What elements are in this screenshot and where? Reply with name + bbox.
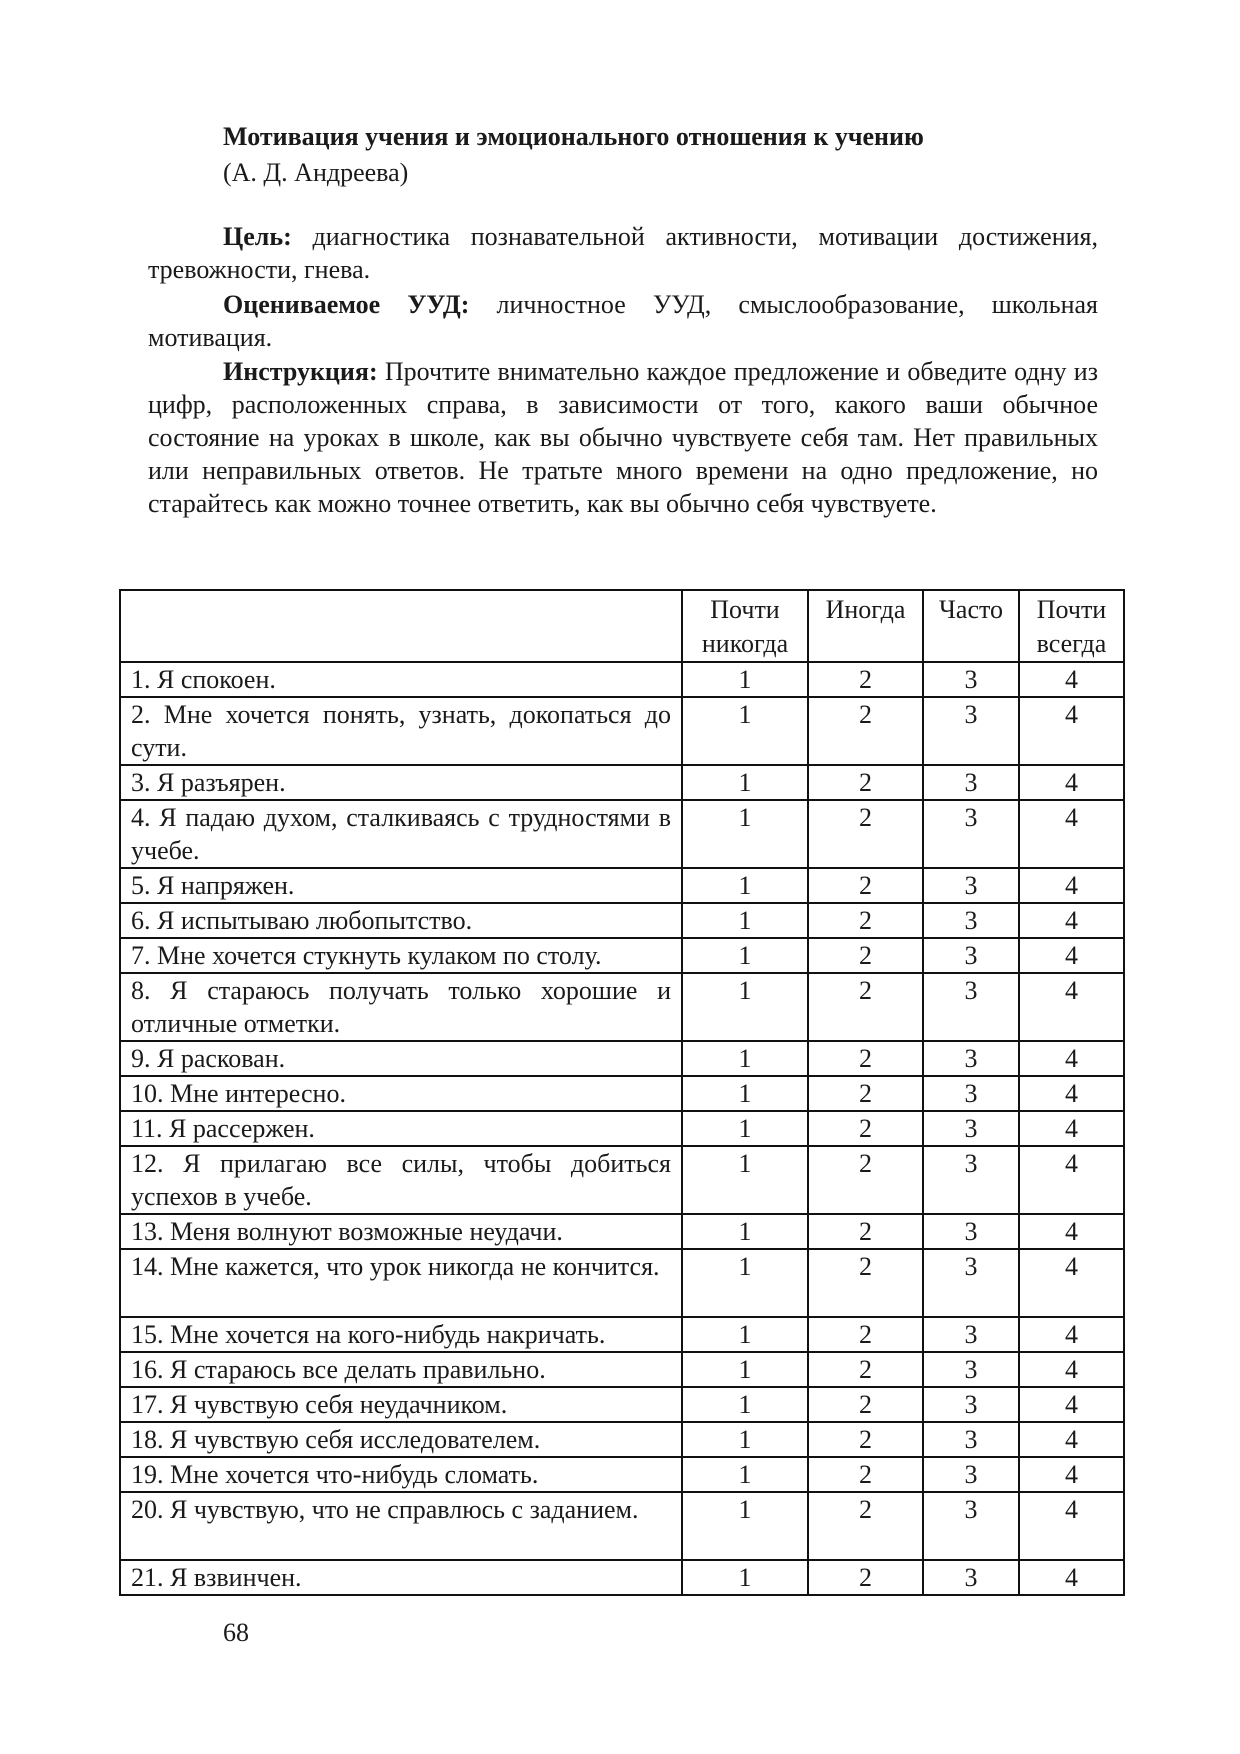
rating-option[interactable]: 3 — [923, 1457, 1019, 1492]
statement-cell: 18. Я чувствую себя исследователем. — [120, 1422, 682, 1457]
rating-option[interactable]: 1 — [682, 800, 808, 868]
rating-option[interactable]: 1 — [682, 662, 808, 697]
table-row — [120, 1146, 1124, 1214]
goal-text: диагностика познавательной активности, мотивации достижения, тревожности, гнева. — [148, 222, 1098, 284]
page-number: 68 — [223, 1618, 249, 1647]
rating-option[interactable]: 1 — [682, 1560, 808, 1595]
rating-option[interactable]: 4 — [1019, 1422, 1124, 1457]
statement-cell: 4. Я падаю духом, сталкиваясь с трудностями в учебе. — [120, 800, 682, 868]
table-row — [120, 1214, 1124, 1249]
rating-option[interactable]: 2 — [808, 1317, 923, 1352]
rating-option[interactable]: 3 — [923, 868, 1019, 903]
statement-cell: 20. Я чувствую, что не справлюсь с заданием. — [120, 1492, 682, 1560]
rating-option[interactable]: 2 — [808, 903, 923, 938]
table-body — [120, 662, 1124, 1595]
rating-option[interactable]: 2 — [808, 1111, 923, 1146]
table-row — [120, 1560, 1124, 1595]
rating-option[interactable]: 2 — [808, 973, 923, 1041]
rating-option[interactable]: 1 — [682, 1076, 808, 1111]
table-row — [120, 973, 1124, 1041]
rating-option[interactable]: 3 — [923, 1352, 1019, 1387]
rating-option[interactable]: 4 — [1019, 662, 1124, 697]
uud-text: личностное УУД, смыслообразование, школьная мотивация. — [148, 290, 1098, 352]
rating-option[interactable]: 3 — [923, 765, 1019, 800]
rating-option[interactable]: 3 — [923, 697, 1019, 765]
statement-cell: 13. Меня волнуют возможные неудачи. — [120, 1214, 682, 1249]
rating-option[interactable]: 2 — [808, 868, 923, 903]
rating-option[interactable]: 1 — [682, 903, 808, 938]
rating-option[interactable]: 4 — [1019, 1146, 1124, 1214]
rating-option[interactable]: 1 — [682, 1041, 808, 1076]
table-row — [120, 903, 1124, 938]
table-header-cell — [120, 590, 682, 662]
rating-option[interactable]: 1 — [682, 697, 808, 765]
table-row — [120, 800, 1124, 868]
goal-label: Цель: — [223, 222, 292, 251]
statement-cell: 21. Я взвинчен. — [120, 1560, 682, 1595]
statement-cell: 5. Я напряжен. — [120, 868, 682, 903]
statement-cell: 16. Я стараюсь все делать правильно. — [120, 1352, 682, 1387]
table-row — [120, 1457, 1124, 1492]
rating-option[interactable]: 4 — [1019, 903, 1124, 938]
table-row — [120, 662, 1124, 697]
statement-cell: 7. Мне хочется стукнуть кулаком по столу. — [120, 938, 682, 973]
table-row — [120, 697, 1124, 765]
rating-option[interactable]: 3 — [923, 1249, 1019, 1317]
rating-option[interactable]: 1 — [682, 1146, 808, 1214]
rating-option[interactable]: 2 — [808, 697, 923, 765]
rating-option[interactable]: 2 — [808, 1249, 923, 1317]
statement-cell: 12. Я прилагаю все силы, чтобы добиться успехов в учебе. — [120, 1146, 682, 1214]
table-header-row — [120, 590, 1124, 662]
rating-option[interactable]: 2 — [808, 800, 923, 868]
rating-option[interactable]: 2 — [808, 1214, 923, 1249]
rating-option[interactable]: 4 — [1019, 1214, 1124, 1249]
rating-option[interactable]: 3 — [923, 1214, 1019, 1249]
rating-option[interactable]: 2 — [808, 1387, 923, 1422]
table-row — [120, 1422, 1124, 1457]
rating-option[interactable]: 4 — [1019, 868, 1124, 903]
rating-option[interactable]: 4 — [1019, 1457, 1124, 1492]
rating-option[interactable]: 4 — [1019, 1492, 1124, 1560]
statement-cell: 11. Я рассержен. — [120, 1111, 682, 1146]
rating-option[interactable]: 3 — [923, 1422, 1019, 1457]
rating-option[interactable]: 3 — [923, 973, 1019, 1041]
rating-option[interactable]: 3 — [923, 1387, 1019, 1422]
rating-option[interactable]: 4 — [1019, 765, 1124, 800]
table-row — [120, 938, 1124, 973]
table-row — [120, 1249, 1124, 1317]
table-row — [120, 1041, 1124, 1076]
rating-option[interactable]: 3 — [923, 1492, 1019, 1560]
rating-option[interactable]: 1 — [682, 973, 808, 1041]
rating-option[interactable]: 2 — [808, 1457, 923, 1492]
statement-cell: 17. Я чувствую себя неудачником. — [120, 1387, 682, 1422]
rating-option[interactable]: 1 — [682, 1317, 808, 1352]
rating-option[interactable]: 2 — [808, 765, 923, 800]
rating-option[interactable]: 2 — [808, 1146, 923, 1214]
rating-option[interactable]: 1 — [682, 1352, 808, 1387]
rating-option[interactable]: 1 — [682, 1492, 808, 1560]
document-author: (А. Д. Андреева) — [223, 158, 409, 187]
rating-option[interactable]: 2 — [808, 1041, 923, 1076]
rating-option[interactable]: 2 — [808, 1492, 923, 1560]
rating-option[interactable]: 3 — [923, 662, 1019, 697]
statement-cell: 19. Мне хочется что-нибудь сломать. — [120, 1457, 682, 1492]
rating-option[interactable]: 3 — [923, 1041, 1019, 1076]
rating-option[interactable]: 4 — [1019, 1041, 1124, 1076]
table-row — [120, 1387, 1124, 1422]
rating-option[interactable]: 4 — [1019, 1560, 1124, 1595]
instruction-text: Прочтите внимательно каждое предложение и обведите одну из цифр, расположенных справа, в зависимости от того, какого ваши обычное состояние на уроках в школе, как вы обычно чувствуете себя там. Нет правильных или неправильных ответов. Не тратьте много времени на одно предложение, но старайтесь как можно точнее ответить, как вы обычно себя чувствуете. — [148, 357, 1098, 518]
rating-option[interactable]: 4 — [1019, 1249, 1124, 1317]
rating-option[interactable]: 1 — [682, 1214, 808, 1249]
statement-cell: 9. Я раскован. — [120, 1041, 682, 1076]
rating-option[interactable]: 4 — [1019, 1111, 1124, 1146]
statement-cell: 15. Мне хочется на кого-нибудь накричать. — [120, 1317, 682, 1352]
table-row — [120, 1317, 1124, 1352]
rating-option[interactable]: 1 — [682, 1387, 808, 1422]
rating-option[interactable]: 4 — [1019, 1317, 1124, 1352]
table-row — [120, 1352, 1124, 1387]
rating-option[interactable]: 3 — [923, 903, 1019, 938]
rating-option[interactable]: 4 — [1019, 1352, 1124, 1387]
rating-option[interactable]: 4 — [1019, 938, 1124, 973]
rating-option[interactable]: 1 — [682, 938, 808, 973]
table-row — [120, 1076, 1124, 1111]
rating-option[interactable]: 1 — [682, 765, 808, 800]
rating-option[interactable]: 3 — [923, 1317, 1019, 1352]
rating-option[interactable]: 3 — [923, 1560, 1019, 1595]
rating-option[interactable]: 4 — [1019, 1387, 1124, 1422]
rating-option[interactable]: 2 — [808, 1076, 923, 1111]
rating-option[interactable]: 3 — [923, 1146, 1019, 1214]
statement-cell: 10. Мне интересно. — [120, 1076, 682, 1111]
rating-option[interactable]: 1 — [682, 1249, 808, 1317]
rating-option[interactable]: 1 — [682, 868, 808, 903]
rating-option[interactable]: 2 — [808, 1560, 923, 1595]
rating-option[interactable]: 4 — [1019, 697, 1124, 765]
uud-paragraph — [148, 288, 1098, 354]
table-row — [120, 1111, 1124, 1146]
uud-label: Оцениваемое УУД: — [223, 290, 470, 319]
rating-option[interactable]: 2 — [808, 1352, 923, 1387]
statement-cell: 3. Я разъярен. — [120, 765, 682, 800]
rating-option[interactable]: 3 — [923, 800, 1019, 868]
rating-option[interactable]: 2 — [808, 938, 923, 973]
rating-option[interactable]: 1 — [682, 1422, 808, 1457]
rating-option[interactable]: 1 — [682, 1111, 808, 1146]
statement-cell: 1. Я спокоен. — [120, 662, 682, 697]
rating-option[interactable]: 1 — [682, 1457, 808, 1492]
rating-option[interactable]: 4 — [1019, 800, 1124, 868]
table-row — [120, 765, 1124, 800]
rating-option[interactable]: 4 — [1019, 973, 1124, 1041]
rating-option[interactable]: 3 — [923, 1111, 1019, 1146]
rating-option[interactable]: 4 — [1019, 1076, 1124, 1111]
table-header-cell: Часто — [923, 590, 1019, 662]
document-title: Мотивация учения и эмоционального отношения к учению — [223, 122, 924, 151]
instruction-label: Инструкция: — [223, 357, 378, 386]
rating-option[interactable]: 2 — [808, 1422, 923, 1457]
statement-cell: 6. Я испытываю любопытство. — [120, 903, 682, 938]
goal-paragraph — [148, 220, 1098, 286]
questionnaire-table — [119, 589, 1125, 1596]
table-header-cell: Почти никогда — [682, 590, 808, 662]
rating-option[interactable]: 3 — [923, 938, 1019, 973]
statement-cell: 8. Я стараюсь получать только хорошие и отличные отметки. — [120, 973, 682, 1041]
rating-option[interactable]: 2 — [808, 662, 923, 697]
table-header-cell: Иногда — [808, 590, 923, 662]
table-row — [120, 1492, 1124, 1560]
rating-option[interactable]: 3 — [923, 1076, 1019, 1111]
table-header-cell: Почти всегда — [1019, 590, 1124, 662]
statement-cell: 2. Мне хочется понять, узнать, докопаться до сути. — [120, 697, 682, 765]
table-row — [120, 868, 1124, 903]
instruction-paragraph — [148, 355, 1098, 520]
statement-cell: 14. Мне кажется, что урок никогда не кончится. — [120, 1249, 682, 1317]
